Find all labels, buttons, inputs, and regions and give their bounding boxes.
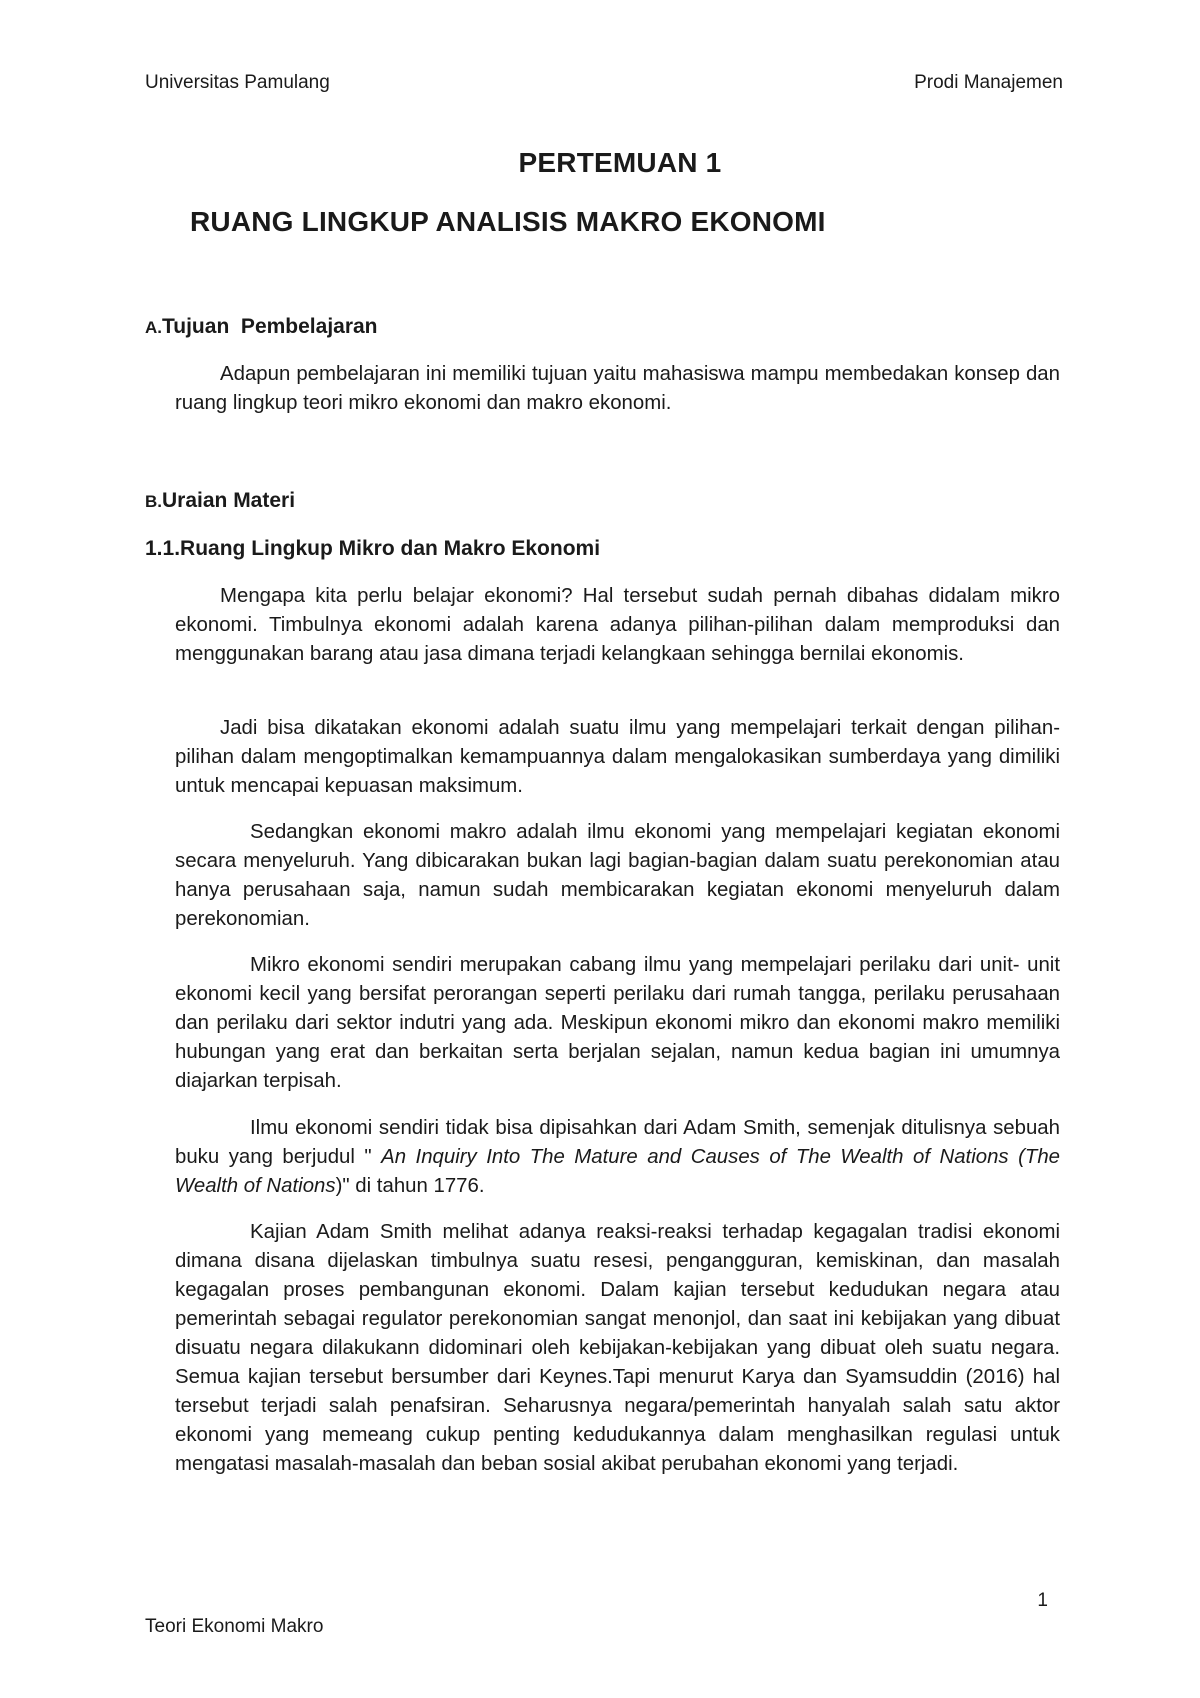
body-paragraph: Kajian Adam Smith melihat adanya reaksi-reaksi terhadap kegagalan tradisi ekonomi dimana disana dijelaskan timbulnya suatu resesi, pengangguran, kemiskinan, dan masalah kegagalan proses pembangunan ekonomi. Dalam kajian tersebut kedudukan negara atau pemerintah sebagai regulator perekonomian sangat menonjol, dan saat ini kebijakan yang dibuat disuatu negara dilakukann didominari oleh kebijakan-kebijakan yang dibuat oleh suatu negara. Semua kajian tersebut bersumber dari Keynes.Tapi menurut Karya dan Syamsuddin (2016) hal tersebut terjadi salah penafsiran. Seharusnya negara/pemerintah hanyalah salah satu aktor ekonomi yang memeang cukup penting kedudukannya dalam menghasilkan regulasi untuk mengatasi masalah-masalah dan beban sosial akibat perubahan ekonomi yang terjadi. — [175, 1221, 1060, 1475]
page-title-meeting: PERTEMUAN 1 — [518, 147, 722, 178]
paragraph-text: )" di tahun 1776. — [335, 1175, 485, 1197]
body-paragraph: Sedangkan ekonomi makro adalah ilmu ekonomi yang mempelajari kegiatan ekonomi secara menyeluruh. Yang dibicarakan bukan lagi bagian-bagian dalam suatu perekonomian atau hanya perusahaan saja, namun sudah membicarakan kegiatan ekonomi menyeluruh dalam perekonomian. — [175, 821, 1060, 930]
section-heading-material — [145, 489, 295, 513]
body-paragraph: Mengapa kita perlu belajar ekonomi? Hal tersebut sudah pernah dibahas didalam mikro ekonomi. Timbulnya ekonomi adalah karena adanya pilihan-pilihan dalam memproduksi dan menggunakan barang atau jasa dimana terjadi kelangkaan sehingga bernilai ekonomis. — [175, 585, 1060, 665]
section-letter: B. — [145, 492, 162, 511]
section-heading-text: Tujuan Pembelajaran — [162, 315, 378, 338]
footer-course: Teori Ekonomi Makro — [145, 1616, 324, 1637]
body-paragraph: Jadi bisa dikatakan ekonomi adalah suatu ilmu yang mempelajari terkait dengan pilihan-pilihan dalam mengoptimalkan kemampuannya dalam mengalokasikan sumberdaya yang dimiliki untuk mencapai kepuasan maksimum. — [175, 717, 1060, 797]
paragraph-text: Ilmu ekonomi sendiri tidak bisa dipisahkan dari Adam Smith, semenjak ditulisnya sebuah buku yang berjudul " — [175, 1117, 1060, 1168]
subsection-heading: 1.1.Ruang Lingkup Mikro dan Makro Ekonomi — [145, 537, 601, 560]
header-program: Prodi Manajemen — [914, 72, 1063, 93]
header-institution: Universitas Pamulang — [145, 72, 330, 93]
section-heading-text: Uraian Materi — [162, 489, 296, 512]
book-title: An Inquiry Into The Mature and Causes of The Wealth of Nations (The Wealth of Nations — [175, 1146, 1060, 1197]
page-title-topic: RUANG LINGKUP ANALISIS MAKRO EKONOMI — [190, 206, 826, 237]
page-number: 1 — [1037, 1590, 1048, 1611]
objectives-paragraph: Adapun pembelajaran ini memiliki tujuan yaitu mahasiswa mampu membedakan konsep dan ruang lingkup teori mikro ekonomi dan makro ekonomi. — [175, 363, 1060, 414]
body-paragraph — [175, 1114, 1060, 1201]
section-heading-objectives — [145, 315, 378, 339]
section-letter: A. — [145, 318, 162, 337]
body-paragraph: Mikro ekonomi sendiri merupakan cabang ilmu yang mempelajari perilaku dari unit- unit ekonomi kecil yang bersifat perorangan seperti perilaku dari rumah tangga, perilaku perusahaan dan perilaku dari sektor indutri yang ada. Meskipun ekonomi mikro dan ekonomi makro memiliki hubungan yang erat dan berkaitan serta berjalan sejalan, namun kedua bagian ini umumnya diajarkan terpisah. — [175, 954, 1060, 1092]
